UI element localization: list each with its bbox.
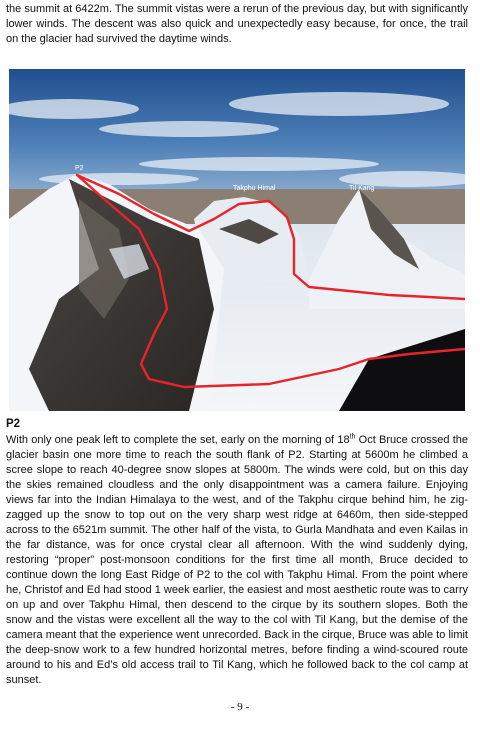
label-p2: P2	[75, 165, 84, 172]
body-text-start: With only one peak left to complete the set, early on the morning of 18	[6, 434, 350, 446]
label-takphu-himal: Takphu Himal	[233, 185, 276, 192]
mountain-photo	[9, 69, 465, 411]
date-superscript: th	[349, 433, 356, 441]
label-til-kang: Til Kang	[349, 185, 375, 192]
intro-paragraph: the summit at 6422m. The summit vistas were a rerun of the previous day, but with significantly lower winds. The descent was also quick and unexpectedly easy because, for once, the trail on the glacier had survived the daytime winds.	[6, 3, 468, 45]
body-text-rest: Oct Bruce crossed the glacier basin one more time to reach the south flank of P2. Starting at 5600m he climbed a scree slope to reach 40-degree snow slopes at 5800m. The winds were cold, but on this day the skies remained cloudless and the only disappointment was a camera failure. Enjoying views far into the Indian Himalaya to the west, and of the Takphu cirque behind him, he zig-zagged up the snow to top out on the very sharp west ridge at 6460m, then side-stepped across to the 6521m summit. The other half of the vista, to Gurla Mandhata and even Kailas in the far distance, was for once crystal clear all afternoon. With the wind suddenly dying, restoring “proper” post-monsoon conditions for the first time all month, Bruce decided to continue down the long East Ridge of P2 to the col with Takphu Himal. From the point where he, Christof and Ed had stood 1 week earlier, the easiest and most aesthetic route was to carry on up and over Takphu Himal, then descend to the cirque by its southern slopes. Both the snow and the vistas were excellent all the way to the col with Til Kang, but the demise of the camera meant that the experience went unrecorded. Back in the cirque, Bruce was able to limit the deep-snow work to a few hundred horizontal metres, before finding a wind-scoured route around to his and Ed’s old access trail to Til Kang, which he followed back to the col camp at sunset.	[6, 434, 468, 686]
body-paragraph	[6, 433, 468, 688]
page-number: - 9 -	[230, 701, 250, 713]
section-heading: P2	[6, 418, 21, 430]
